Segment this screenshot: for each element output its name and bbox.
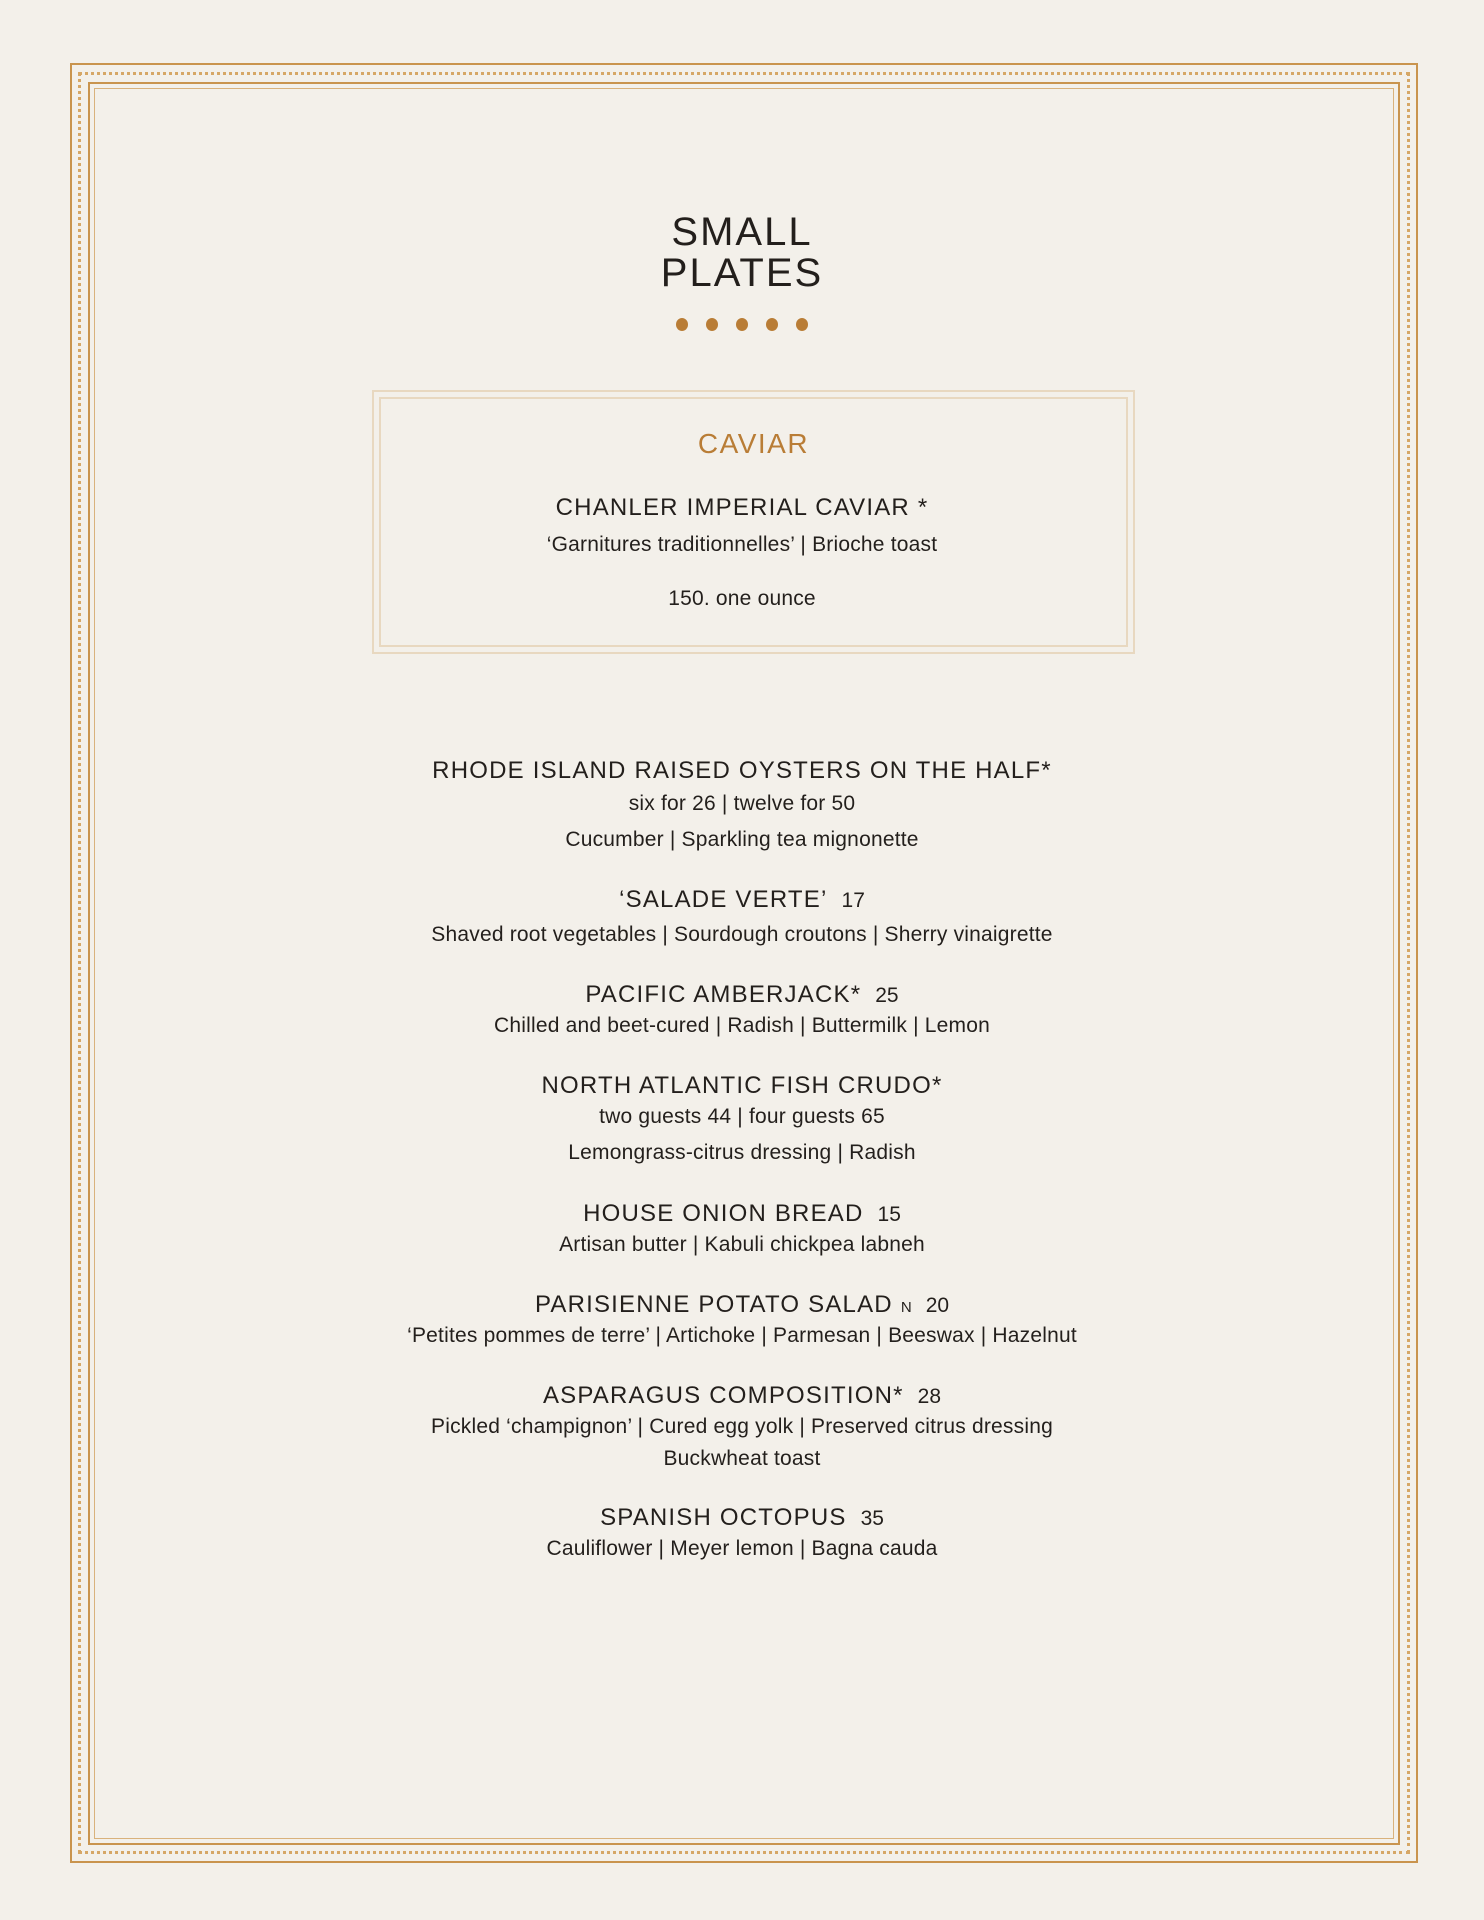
caviar-item-description: ‘Garnitures traditionnelles’ | Brioche toast <box>546 533 938 556</box>
menu-item-price: 15 <box>877 1203 901 1226</box>
menu-item-title: ‘SALADE VERTE’ <box>619 886 828 913</box>
caviar-heading: CAVIAR <box>697 428 810 459</box>
menu-item-name <box>0 886 1484 914</box>
menu-item-description: Artisan butter | Kabuli chickpea labneh <box>559 1233 925 1256</box>
menu-item-description: Lemongrass-citrus dressing | Radish <box>568 1141 916 1164</box>
menu-item-title: SPANISH OCTOPUS <box>600 1504 847 1531</box>
dot-icon <box>766 318 778 331</box>
menu-item-title: PARISIENNE POTATO SALAD <box>534 1291 893 1318</box>
menu-item-title: NORTH ATLANTIC FISH CRUDO* <box>541 1072 943 1099</box>
menu-item-name <box>0 981 1484 1009</box>
dot-icon <box>796 318 808 331</box>
menu-item-title: PACIFIC AMBERJACK* <box>585 981 862 1008</box>
decorative-dots <box>0 318 1484 331</box>
menu-item-name <box>0 1382 1484 1410</box>
dot-icon <box>706 318 718 331</box>
menu-item-description: six for 26 | twelve for 50 <box>628 792 856 815</box>
menu-item-description: Pickled ‘champignon’ | Cured egg yolk | Preserved citrus dressing <box>431 1415 1053 1438</box>
menu-item-description: Cucumber | Sparkling tea mignonette <box>565 828 919 851</box>
menu-item-description: two guests 44 | four guests 65 <box>599 1105 885 1128</box>
menu-item-description: Chilled and beet-cured | Radish | Buttermilk | Lemon <box>493 1014 990 1037</box>
menu-item-price: 28 <box>917 1385 942 1408</box>
menu-item-name <box>0 1072 1484 1100</box>
dot-icon <box>676 318 688 331</box>
caviar-item-price: 150. one ounce <box>668 587 816 610</box>
menu-item-name <box>0 1291 1484 1319</box>
menu-item-name <box>0 1504 1484 1532</box>
menu-item-price: 35 <box>860 1507 884 1530</box>
menu-item-price: 17 <box>841 889 865 912</box>
menu-item-name <box>0 1200 1484 1228</box>
menu-item-description: Buckwheat toast <box>663 1447 821 1470</box>
page-title-line-2: PLATES <box>660 251 824 295</box>
menu-item-title: HOUSE ONION BREAD <box>583 1200 864 1227</box>
page-title <box>0 212 1484 294</box>
menu-item-description: Shaved root vegetables | Sourdough croutons | Sherry vinaigrette <box>431 923 1053 946</box>
menu-item-description: Cauliflower | Meyer lemon | Bagna cauda <box>546 1537 938 1560</box>
nut-allergen-mark: N <box>900 1299 912 1316</box>
menu-item-description: ‘Petites pommes de terre’ | Artichoke | Parmesan | Beeswax | Hazelnut <box>407 1324 1077 1347</box>
caviar-item-name: CHANLER IMPERIAL CAVIAR * <box>555 494 929 521</box>
menu-item-price: 25 <box>875 984 899 1007</box>
menu-border-inner-fine <box>94 88 1394 1839</box>
menu-item-price: 20 <box>925 1294 950 1317</box>
menu-item-title: ASPARAGUS COMPOSITION* <box>542 1382 904 1409</box>
menu-item-title: RHODE ISLAND RAISED OYSTERS ON THE HALF* <box>432 757 1052 784</box>
dot-icon <box>736 318 748 331</box>
menu-item-name <box>0 757 1484 785</box>
page-title-line-1: SMALL <box>671 210 813 254</box>
